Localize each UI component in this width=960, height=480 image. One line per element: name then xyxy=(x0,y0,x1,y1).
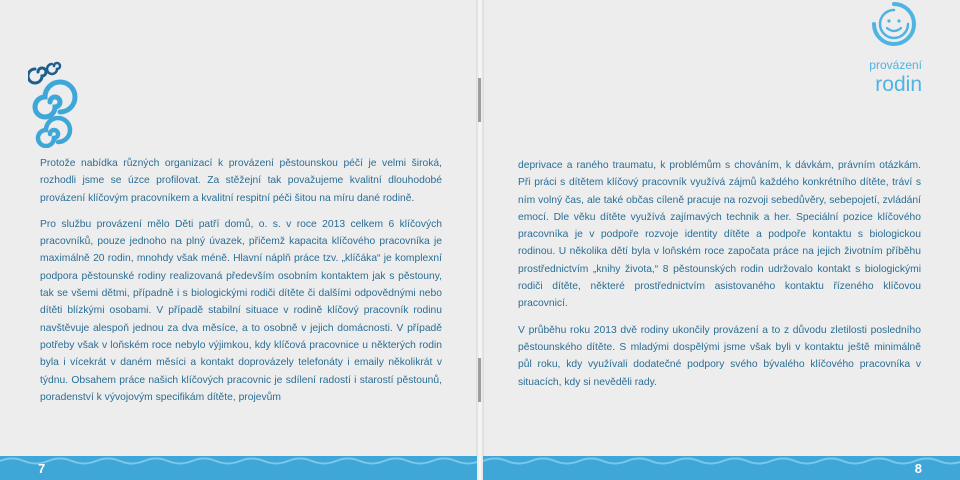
brand-title xyxy=(869,58,922,98)
footer-wave xyxy=(483,456,960,480)
smiley-swirl-icon xyxy=(866,0,922,50)
wave-pattern xyxy=(0,456,477,480)
left-body-text xyxy=(40,155,442,415)
page-number: 7 xyxy=(38,461,46,476)
spine-mark xyxy=(478,78,481,122)
paragraph: Pro službu provázení mělo Děti patří domů, o. s. v roce 2013 celkem 6 klíčových pracovníků, pouze jednoho na plný úvazek, přičemž kapacita klíčového pracovníka je maximálně 20 rodin, mnohdy však méně. Hlavní náplň práce tzv. „klíčáka“ je komplexní podpora pěstounské rodiny realizovaná především osobním kontaktem jak s pěstouny, tak se všemi dětmi, případně i s biologickými rodiči dítěte či dalšími odpovědnými nebo dítěti blízkými osobami. V případě stabilní situace v rodině klíčový pracovník rodinu navštěvuje alespoň jednou za dva měsíce, a to osobně v jejich domácnosti. V případě potřeby však v loňském roce nebylo výjimkou, kdy klíčová pracovnice u některých rodin byla i vícekrát v daném měsíci a kontakt doprovázely telefonáty i emaily několikrát v týdnu. Obsahem práce našich klíčových pracovnic je sdílení radostí i starostí pěstounů, poradenství k vývojovým specifikám dítěte, projevům xyxy=(40,218,442,403)
right-body-text xyxy=(518,157,921,400)
footer-wave xyxy=(0,456,477,480)
wave-pattern xyxy=(483,456,960,480)
paragraph: V průběhu roku 2013 dvě rodiny ukončily provázení a to z důvodu zletilosti posledního pěstounského dítěte. S mladými dospělými jsme však byli v kontaktu ještě minimálně půl roku, kdy využívali dodatečné podpory svého bývalého klíčového pracovníka v situacích, kdy si nevěděli rady. xyxy=(518,324,921,388)
paragraph: deprivace a raného traumatu, k problémům s chováním, k dávkám, právním otázkám. Při práci s dítětem klíčový pracovník využívá zájmů každého konkrétního dítěte, tráví s ním volný čas, ale také občas cíleně pracuje na rozvoji sebedůvěry, sebepojetí, zvládání emocí. Dle věku dítěte využívá zajímavých technik a her. Speciální pozice klíčového pracovníka je v podpoře rozvoje identity dítěte a podpoře kontaktu s biologickou rodinou. U několika dětí byla v loňském roce započata práce na jejich životním příběhu prostřednictvím „knihy života,“ 8 pěstounských rodin udržovalo kontakt s biologickými rodiči dítěte, některé prostřednictvím asistovaného kontaktu řízeného klíčovou pracovnicí. xyxy=(518,160,921,310)
brand-line2: rodin xyxy=(875,73,922,96)
paragraph: Protože nabídka různých organizací k provázení pěstounskou péčí je velmi široká, rozhodli jsme se úzce profilovat. Za stěžejní tak považujeme kvalitní dlouhodobé provázení klíčovým pracovníkem a kvalitní respitní péči šitou na míru dané rodině. xyxy=(40,158,442,204)
brand-line1: provázení xyxy=(869,58,922,72)
book-gutter xyxy=(476,0,484,480)
page-number: 8 xyxy=(914,461,922,476)
swirl-ornament-icon xyxy=(28,58,88,148)
spine-mark xyxy=(478,358,481,402)
